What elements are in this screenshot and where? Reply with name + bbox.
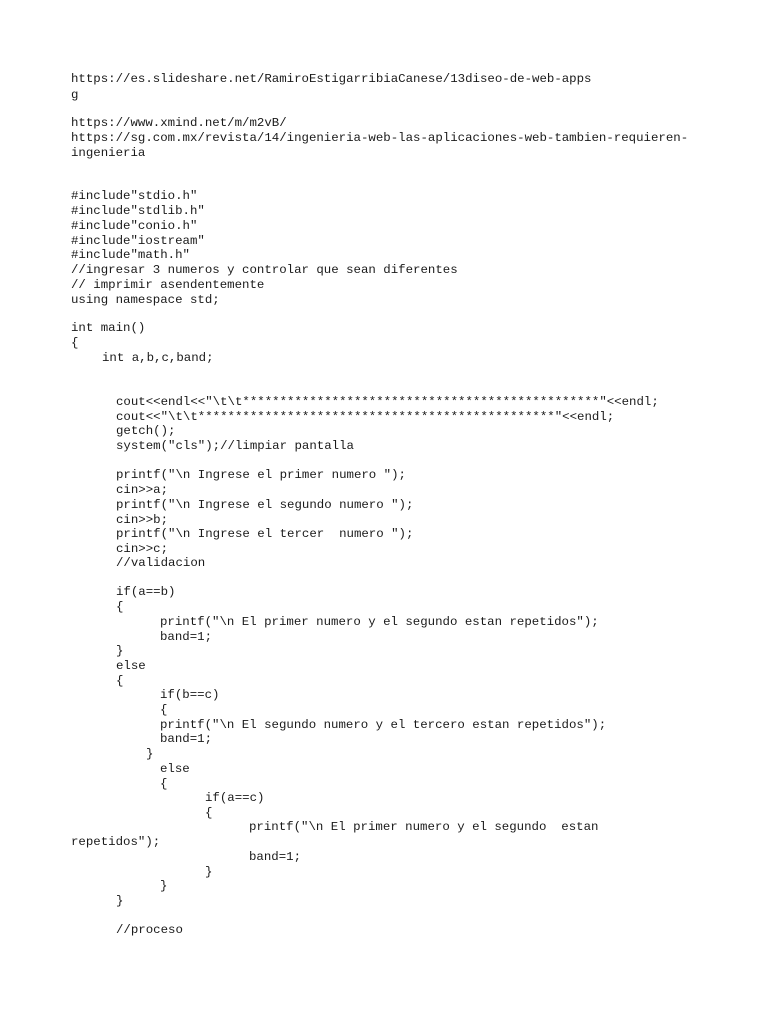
code-line: cin>>c; — [116, 542, 169, 556]
url-line: https://es.slideshare.net/RamiroEstigarribiaCanese/13diseo-de-web-apps — [71, 72, 592, 86]
code-comment: //ingresar 3 numeros y controlar que sean diferentes — [71, 263, 458, 277]
code-line: } — [146, 747, 154, 761]
code-line: } — [205, 865, 213, 879]
code-line: #include"conio.h" — [71, 219, 198, 233]
code-line: #include"stdlib.h" — [71, 204, 205, 218]
code-line: cout<<"\t\t************************************************"<<endl; — [116, 410, 615, 424]
code-line: cin>>b; — [116, 513, 169, 527]
code-line: #include"stdio.h" — [71, 189, 198, 203]
code-line: if(a==b) — [116, 585, 176, 599]
code-line: band=1; — [160, 630, 213, 644]
code-line: if(b==c) — [160, 688, 220, 702]
text-line: g — [71, 88, 79, 102]
code-line: { — [205, 806, 213, 820]
code-line: } — [116, 644, 124, 658]
code-line: band=1; — [249, 850, 302, 864]
code-line: { — [160, 777, 168, 791]
code-line: cin>>a; — [116, 483, 169, 497]
code-line: { — [116, 600, 124, 614]
code-line: printf("\n El primer numero y el segundo estan repetidos"); — [160, 615, 599, 629]
code-comment: //proceso — [116, 923, 183, 937]
code-line: printf("\n El primer numero y el segundo estan — [249, 820, 599, 834]
code-line: { — [71, 336, 79, 350]
code-line: #include"math.h" — [71, 248, 190, 262]
url-line: https://sg.com.mx/revista/14/ingenieria-web-las-aplicaciones-web-tambien-requieren- — [71, 131, 689, 145]
code-line: using namespace std; — [71, 293, 220, 307]
code-line: #include"iostream" — [71, 234, 205, 248]
code-line: cout<<endl<<"\t\t************************************************"<<endl; — [116, 395, 659, 409]
code-line: { — [160, 703, 168, 717]
code-line: printf("\n Ingrese el tercer numero "); — [116, 527, 414, 541]
text-line: ingenieria — [71, 146, 146, 160]
code-comment: //validacion — [116, 556, 206, 570]
code-line: printf("\n Ingrese el segundo numero "); — [116, 498, 414, 512]
code-line: else — [160, 762, 190, 776]
code-line: system("cls");//limpiar pantalla — [116, 439, 354, 453]
code-line: int main() — [71, 321, 146, 335]
code-line: band=1; — [160, 732, 213, 746]
code-line: } — [160, 879, 168, 893]
url-line: https://www.xmind.net/m/m2vB/ — [71, 116, 287, 130]
code-line: printf("\n El segundo numero y el tercero estan repetidos"); — [160, 718, 607, 732]
code-line: int a,b,c,band; — [102, 351, 214, 365]
code-comment: // imprimir asendentemente — [71, 278, 265, 292]
code-line: repetidos"); — [71, 835, 161, 849]
code-line: { — [116, 674, 124, 688]
code-line: else — [116, 659, 146, 673]
code-line: } — [116, 894, 124, 908]
code-line: getch(); — [116, 424, 176, 438]
code-line: if(a==c) — [205, 791, 265, 805]
code-line: printf("\n Ingrese el primer numero "); — [116, 468, 406, 482]
